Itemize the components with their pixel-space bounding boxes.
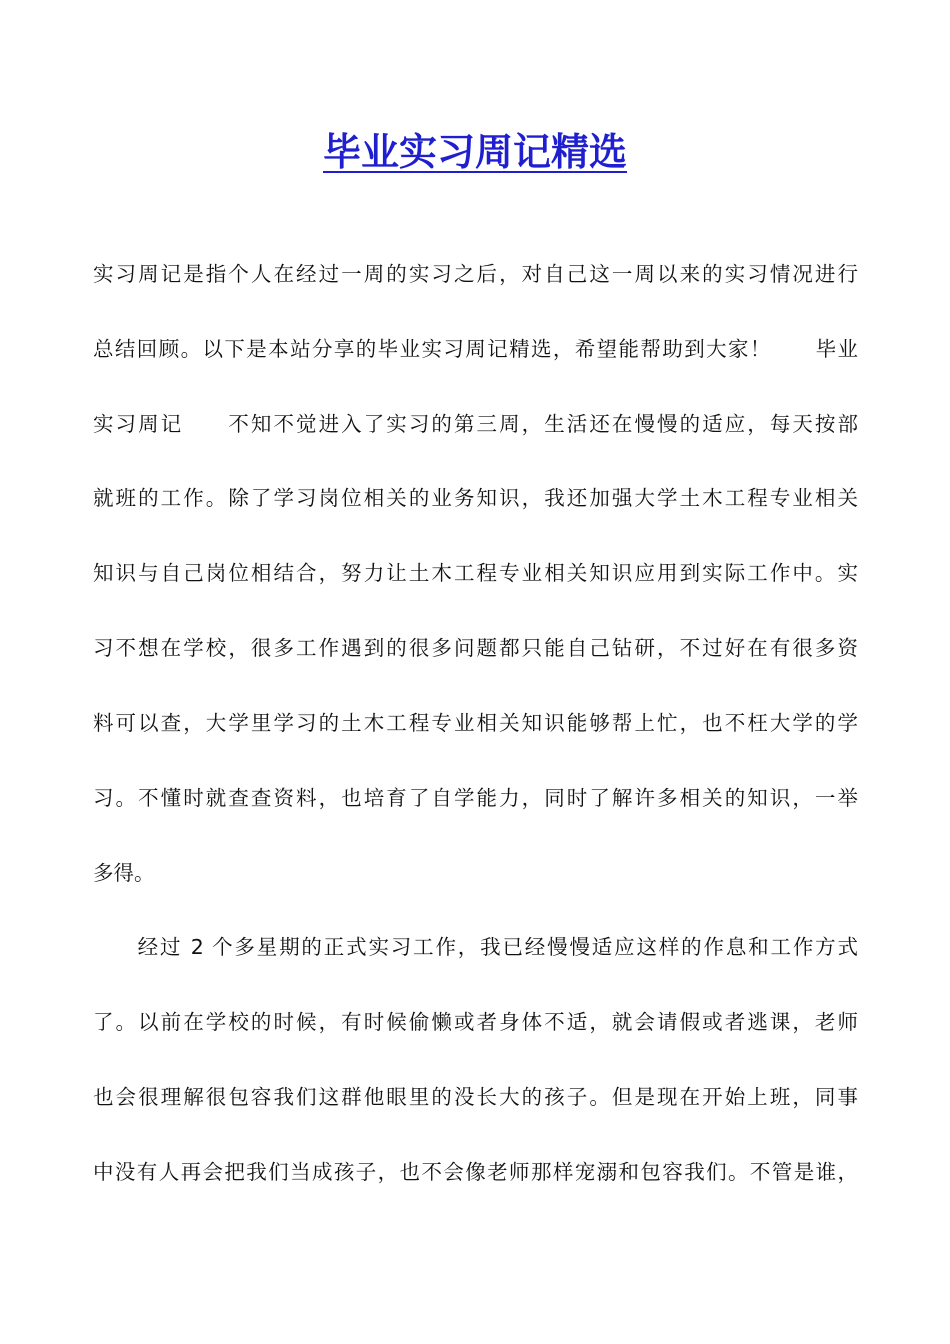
body-text-line: 料可以查，大学里学习的土木工程专业相关知识能够帮上忙，也不枉大学的学 xyxy=(93,711,858,735)
document-title[interactable]: 毕业实习周记精选 xyxy=(322,129,627,174)
body-text-line: 多得。 xyxy=(93,861,155,885)
body-text-line: 经过 2 个多星期的正式实习工作，我已经慢慢适应这样的作息和工作方式 xyxy=(93,935,858,959)
body-text-line: 也会很理解很包容我们这群他眼里的没长大的孩子。但是现在开始上班，同事 xyxy=(93,1085,858,1109)
body-text-line: 总结回顾。以下是本站分享的毕业实习周记精选，希望能帮助到大家！ 毕业 xyxy=(93,337,858,361)
body-text-line: 了。以前在学校的时候，有时候偷懒或者身体不适，就会请假或者逃课，老师 xyxy=(93,1010,858,1034)
body-text-line: 中没有人再会把我们当成孩子，也不会像老师那样宠溺和包容我们。不管是谁， xyxy=(93,1160,858,1184)
body-text-line: 习不想在学校，很多工作遇到的很多问题都只能自己钻研，不过好在有很多资 xyxy=(93,636,858,660)
body-text-line: 实习周记 不知不觉进入了实习的第三周，生活还在慢慢的适应，每天按部 xyxy=(93,412,858,436)
body-text-line: 习。不懂时就查查资料，也培育了自学能力，同时了解许多相关的知识，一举 xyxy=(93,786,858,810)
body-text-line: 知识与自己岗位相结合，努力让土木工程专业相关知识应用到实际工作中。实 xyxy=(93,561,858,585)
body-text-line: 就班的工作。除了学习岗位相关的业务知识，我还加强大学土木工程专业相关 xyxy=(93,486,858,510)
body-text-line: 实习周记是指个人在经过一周的实习之后，对自己这一周以来的实习情况进行 xyxy=(93,262,858,286)
